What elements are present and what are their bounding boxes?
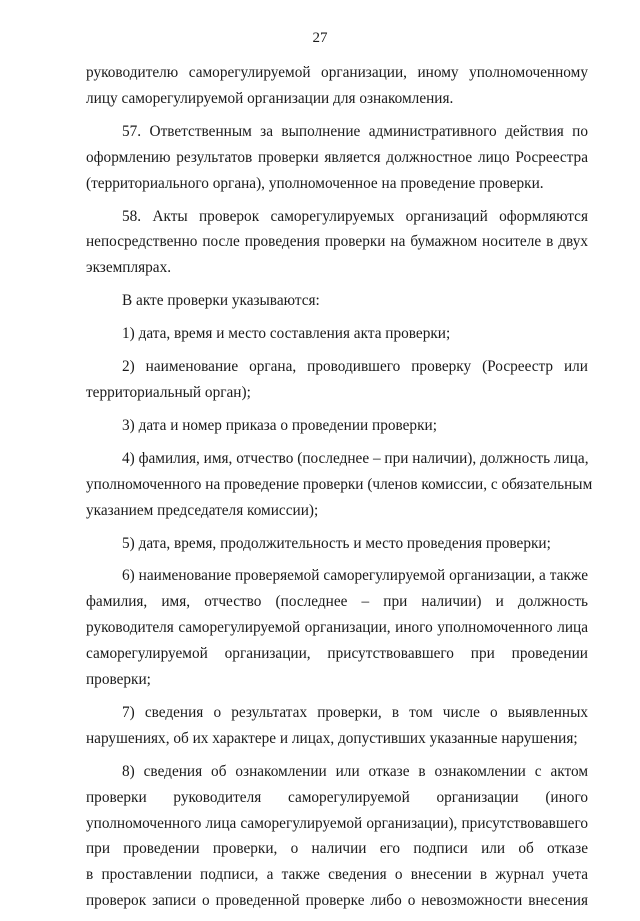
- text-line: фамилия, имя, отчество (последнее – при наличии) и должность: [86, 593, 588, 611]
- text-line: руководителю саморегулируемой организации, иному уполномоченному: [86, 64, 588, 81]
- text-line: оформлению результатов проверки является должностное лицо Росреестра: [86, 148, 588, 166]
- text-line: проверки руководителя саморегулируемой организации (иного: [86, 788, 588, 806]
- paragraph-list-intro: [86, 288, 588, 314]
- text-line: уполномоченного лица саморегулируемой организации), присутствовавшего: [86, 814, 588, 832]
- text-line: непосредственно после проведения проверки на бумажном носителе в двух: [86, 233, 588, 251]
- text-line: В акте проверки указываются:: [122, 292, 320, 310]
- text-line: руководителя саморегулируемой организации, иного уполномоченного лица: [86, 619, 588, 637]
- text-line: саморегулируемой организации, присутствовавшего при проведении: [86, 645, 588, 663]
- page-number: 27: [312, 30, 328, 46]
- list-item-2: [86, 354, 588, 406]
- text-line: указанием председателя комиссии);: [86, 501, 319, 519]
- list-item-4: [86, 446, 593, 524]
- list-item-8: [86, 759, 588, 914]
- text-line: 6) наименование проверяемой саморегулируемой организации, а также: [122, 567, 588, 585]
- text-line: 1) дата, время и место составления акта проверки;: [122, 325, 451, 343]
- list-item-5: [86, 531, 588, 557]
- text-line: 7) сведения о результатах проверки, в том числе о выявленных: [122, 703, 588, 721]
- text-line: проверки;: [86, 671, 151, 689]
- text-line: лицу саморегулируемой организации для ознакомления.: [86, 89, 454, 107]
- paragraph-58: [86, 204, 588, 282]
- paragraph-57: [86, 119, 588, 197]
- text-line: нарушениях, об их характере и лицах, допустивших указанные нарушения;: [86, 729, 578, 747]
- paragraph-continuation: [86, 60, 588, 112]
- text-line: уполномоченного на проведение проверки (членов комиссии, с обязательным: [86, 475, 593, 493]
- document-body: [86, 60, 593, 921]
- text-line: 8) сведения об ознакомлении или отказе в ознакомлении с актом: [122, 762, 588, 780]
- text-line: экземплярах.: [86, 259, 172, 277]
- list-item-7: [86, 700, 588, 752]
- text-line: 4) фамилия, имя, отчество (последнее – при наличии), должность лица,: [122, 449, 589, 467]
- text-line: 58. Акты проверок саморегулируемых организаций оформляются: [122, 207, 588, 225]
- text-line: (территориального органа), уполномоченное на проведение проверки.: [86, 174, 544, 192]
- text-line: 2) наименование органа, проводившего проверку (Росреестр или: [122, 358, 588, 376]
- list-item-1: [86, 321, 588, 347]
- list-item-3: [86, 413, 588, 439]
- text-line: 3) дата и номер приказа о проведении проверки;: [122, 416, 437, 434]
- text-line: территориальный орган);: [86, 383, 251, 401]
- text-line: при проведении проверки, о наличии его подписи или об отказе: [86, 840, 588, 858]
- text-line: 57. Ответственным за выполнение административного действия по: [122, 122, 588, 140]
- text-line: 5) дата, время, продолжительность и место проведения проверки;: [122, 534, 551, 552]
- text-line: в проставлении подписи, а также сведения о внесении в журнал учета: [86, 866, 588, 884]
- list-item-6: [86, 563, 588, 693]
- text-line: проверок записи о проведенной проверке либо о невозможности внесения: [86, 892, 588, 910]
